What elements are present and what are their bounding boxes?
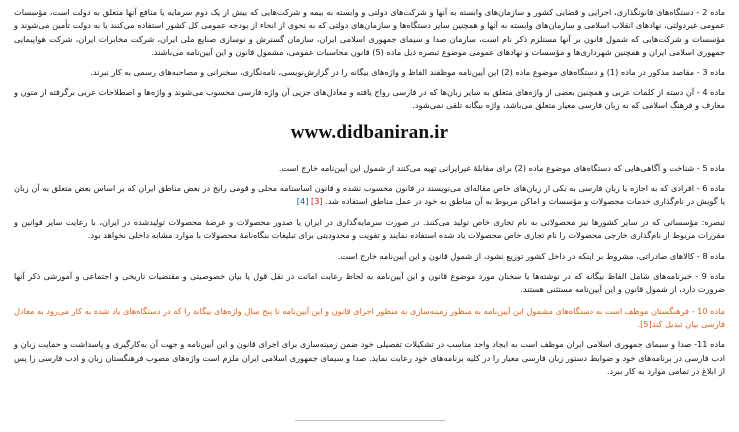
watermark-block bbox=[14, 122, 725, 162]
paragraph-article-9: ماده 9 - خبرنامه‌های شامل الفاظ بیگانه که در نوشته‌ها یا سخنان مورد موضوع قانون و این آیین‌نامه به لحاظ رعایت امانت در نقل قول یا بیان خصوصیتی و مقتضیات تاریخی و اجتماعی و آموزشی ذکر آنها ضرورت دارد، از شمول قانون و این آیین‌نامه مستثنی هستند. bbox=[14, 270, 725, 295]
paragraph-article-11: ماده 11- صدا و سیمای جمهوری اسلامی ایران موظف است به ایجاد واحد مناسب در تشکیلات تفصیلی خود ضمن زمینه‌سازی برای اجرای قانون و این آیین‌نامه و جهت آن به‌کارگیری و پاسداشت و حمایت زبان و ادب فارسی در برنامه‌های خود و ضوابط دستور زبان فارسی معیار را در کلیه برنامه‌های خود رعایت نماید. صدا و سیمای جمهوری اسلامی ایران ملزم است واژه‌های مصوب فرهنگستان زبان و ادب فارسی را پس از ابلاغ در تمامی موارد به کار ببرد. bbox=[14, 339, 725, 376]
watermark-text: www.didbaniran.ir bbox=[290, 121, 449, 143]
paragraph-article-5: ماده 5 - شناخت و آگاهی‌هایی که دستگاه‌های موضوع ماده (2) برای مقابلهٔ غیرایرانی تهیه می‌کنند از شمول این آیین‌نامه خارج است. bbox=[278, 162, 725, 173]
paragraph-article-10: ماده 10 - فرهنگستان موظف است به دستگاه‌های مشمول این آیین‌نامه به منظور زمینه‌سازی به منظور اجرای قانون و این آیین‌نامه تا پنج سال واژه‌های بیگانه را که در دستگاه‌های یاد شده به کار می‌رود به معادل فارسی بیان تبدیل کند[5]. bbox=[14, 305, 725, 329]
page-divider bbox=[0, 420, 739, 430]
paragraph-article-4: ماده 4 - آن دسته از کلمات عربی و همچنین بعضی از واژه‌های متعلق به سایر زبان‌ها که در فارسی رواج یافته و معادل‌های جزیی آن واژه فارسی محسوب می‌شوند و واژه‌ها و اصطلاحات عربی برگرفته از متون و معارف و فرهنگ اسلامی که به زبان فارسی معیار متعلق می‌باشد، واژه بیگانه تلقی نمی‌شود. bbox=[14, 86, 725, 111]
footnote-mark-3: [3] bbox=[311, 196, 323, 207]
paragraph-article-6 bbox=[14, 182, 725, 209]
paragraph-article-3: ماده 3 - مقاصد مذکور در ماده (1) و دستگاه‌های موضوع ماده (2) این آیین‌نامه موظفند الفاظ و واژه‌های بیگانه را در گزارش‌نویسی، نامه‌نگاری، سخنرانی و مصاحبه‌های رسمی به کار نبرند. bbox=[90, 66, 725, 77]
paragraph-article-2: ماده 2 - دستگاه‌های قانونگذاری، اجرایی و قضایی کشور و سازمان‌های وابسته به آنها و شرکت‌های دولتی و وابسته به بیمه و شرکت‌هایی که بیش از یک دوم سرمایه یا منافع آنها متعلق به دولت است، مؤسسات عمومی غیردولتی، نهادهای انقلاب اسلامی و سازمان‌های وابسته به آنها و همچنین سایر دستگاه‌ها و سازمان‌های دولتی که به نحوی از انحاء از بودجه عمومی کل کشور استفاده می‌کنند یا به دولت تأمین می‌شوند و مؤسسات و شرکت‌هایی که شمول قانون بر آنها مستلزم ذکر نام است، سازمان صدا و سیمای جمهوری اسلامی ایران، سازمان گسترش و نوسازی صنایع ملی ایران، شرکت مخابرات ایران، شرکت هواپیمایی جمهوری اسلامی ایران و همچنین شهرداری‌ها و مؤسسات و نهادهای عمومی موضوع تبصره ذیل ماده (5) قانون محاسبات عمومی، مشمول قانون و این آیین‌نامه می‌باشند. bbox=[14, 7, 725, 57]
paragraph-tabsare: تبصره: مؤسساتی که در سایر کشورها نیز محصولاتی به نام تجاری خاص تولید می‌کنند. در صورت سرمایه‌گذاری در ایران یا صدور محصولات و عرضهٔ محصولات تولیدشده در ایران، با رعایت سایر قوانین و مقررات مربوط از نام‌گذاری خارجی محصولات را نام تجاری خاص محصولات یاد شده استفاده نمایند و تقویت و محدودیتی برای تبلیغات بنگاه‌نامهٔ محصولات با موارد مشابه داخلی نخواهد بود. bbox=[14, 216, 725, 241]
footnote-mark-4: [4] bbox=[296, 196, 309, 207]
paragraph-article-8: ماده 8 - کالاهای صادراتی، مشروط بر اینکه در داخل کشور توزیع نشود، از شمول قانون و این آیین‌نامه خارج است. bbox=[337, 250, 725, 261]
paragraph-article-6-text: ماده 6 - افرادی که به اجازه یا زبان فارسی به یکی از زبان‌های خاص مقاله‌ای می‌نویسند در قانون محسوب نشده و قانون اساسنامه محلی و قومی رایج در بعض مناطق ایران که بر اساس بعض متعلق به آن زبان یا گویش در نام‌گذاری خدمات محصولات و مؤسسات و اماکن مربوط به آن مناطق به خود در عمل مناطق استفاده شد. bbox=[14, 183, 725, 207]
